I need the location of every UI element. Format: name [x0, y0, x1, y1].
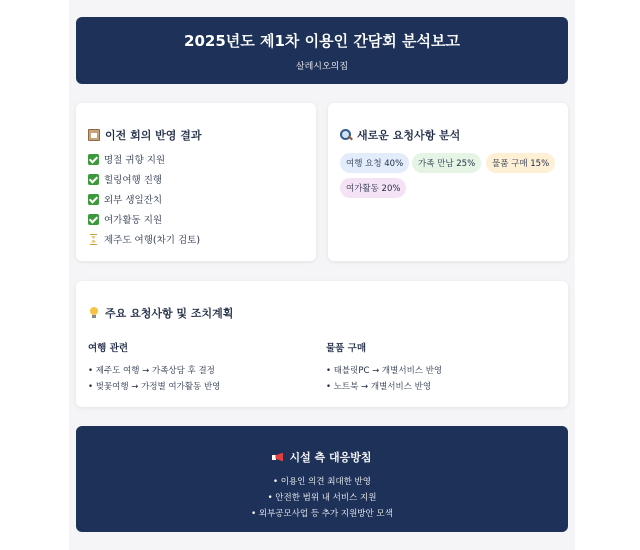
checklist-item-label: 명절 귀향 지원 [104, 155, 166, 166]
facility-policy-title-text: 시설 측 대응방침 [289, 451, 372, 464]
policy-line: • 안전한 범위 내 서비스 지원 [267, 493, 377, 503]
action-plan-card [76, 281, 568, 407]
page-title: 2025년도 제1차 이용인 간담회 분석보고 [184, 32, 460, 50]
request-analysis-title-text: 새로운 요청사항 분석 [357, 129, 461, 142]
request-analysis-card [328, 103, 568, 261]
plan-item: • 제주도 여행 → 가족상담 후 결정 [88, 366, 215, 376]
checkmark-icon [88, 214, 99, 225]
action-plan-title [88, 305, 233, 321]
checklist-item [88, 152, 165, 166]
checklist-item-label: 외부 생일잔치 [104, 195, 163, 206]
request-tag: 여행 요청 40% [340, 153, 409, 173]
request-analysis-title [340, 127, 460, 143]
previous-results-title-text: 이전 회의 반영 결과 [105, 129, 202, 142]
magnifier-icon [340, 129, 352, 141]
request-tag: 가족 만남 25% [412, 153, 481, 173]
checkmark-icon [88, 154, 99, 165]
checklist-item [88, 172, 162, 186]
request-tag: 여가활동 20% [340, 178, 406, 198]
report-header [76, 17, 568, 84]
checklist-item [88, 212, 162, 226]
checklist-item [88, 192, 162, 206]
checklist-item [88, 232, 200, 246]
lightbulb-icon [88, 307, 100, 319]
hourglass-icon [88, 234, 99, 245]
checkmark-icon [88, 174, 99, 185]
plan-item: • 벚꽃여행 → 가정별 여가활동 반영 [88, 382, 221, 392]
facility-policy-title [76, 449, 568, 465]
checklist-item-label: 제주도 여행(차기 검토) [104, 235, 201, 246]
clipboard-icon [88, 129, 100, 141]
checklist-item-label: 힐링여행 진행 [104, 175, 163, 186]
facility-policy-banner [76, 426, 568, 532]
request-tag: 물품 구매 15% [486, 153, 555, 173]
travel-column-heading: 여행 관련 [88, 343, 129, 354]
policy-line: • 이용인 의견 최대한 반영 [273, 477, 371, 487]
checklist-item-label: 여가활동 지원 [104, 215, 163, 226]
plan-item: • 태블릿PC → 개별서비스 반영 [326, 366, 443, 376]
previous-results-card [76, 103, 316, 261]
previous-results-title [88, 127, 202, 143]
checkmark-icon [88, 194, 99, 205]
policy-line: • 외부공모사업 등 추가 지원방안 모색 [251, 509, 393, 519]
action-plan-title-text: 주요 요청사항 및 조치계획 [105, 307, 234, 320]
organization-name: 살레시오의집 [295, 62, 349, 72]
plan-item: • 노트북 → 개별서비스 반영 [326, 382, 432, 392]
megaphone-icon [272, 453, 284, 462]
purchase-column-heading: 물품 구매 [326, 343, 367, 354]
